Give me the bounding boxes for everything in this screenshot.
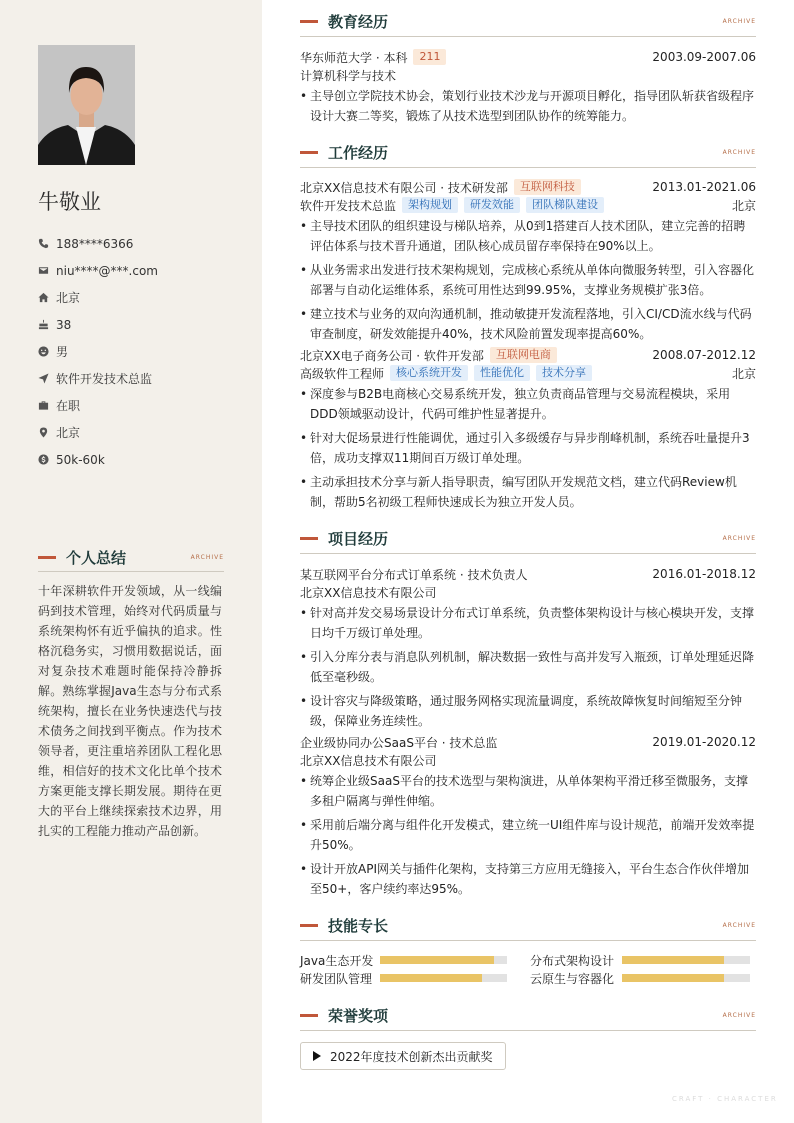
job-skill-tag: 性能优化: [474, 365, 530, 381]
info-status: 在职: [38, 392, 248, 419]
job-city: 北京: [731, 366, 756, 381]
skill-bar-fill: [622, 974, 724, 982]
job-date: 2008.07-2012.12: [652, 348, 756, 362]
cake-icon: [38, 319, 56, 330]
smile-icon: [38, 346, 56, 357]
profile-name: 牛敬业: [38, 190, 101, 214]
award-item[interactable]: [300, 1042, 506, 1070]
skill-bar-fill: [380, 956, 494, 964]
honors-title: 荣誉奖项: [328, 1007, 389, 1025]
job-bullet: • 主动承担技术分享与新人指导职责，编写团队开发规范文档，建立代码Review机制，帮助5名初级工程师快速成长为独立开发人员。: [300, 472, 756, 512]
job-skill-tag: 研发效能: [464, 197, 520, 213]
job-company: 北京XX电子商务公司 · 软件开发部: [300, 348, 484, 363]
info-email: niu****@***.com: [38, 257, 248, 284]
skills-header: [300, 911, 756, 941]
job-industry-tag: 互联网科技: [514, 179, 581, 195]
project-entry: [300, 565, 756, 735]
skill-item: [530, 969, 750, 987]
project-bullet: • 统筹企业级SaaS平台的技术选型与架构演进，从单体架构平滑迁移至微服务，支撑多租户隔离与弹性伸缩。: [300, 771, 756, 811]
send-icon: [38, 373, 56, 384]
accent-bar: [38, 556, 56, 559]
profile-info-list: [38, 230, 248, 473]
location-icon: [38, 427, 56, 438]
job-skill-tag: 核心系统开发: [390, 365, 468, 381]
project-org: 北京XX信息技术有限公司: [300, 585, 437, 600]
archive-label: ARCHIVE: [722, 922, 756, 929]
skill-bar: [622, 956, 750, 964]
skills-title: 技能专长: [328, 917, 389, 935]
accent-bar: [300, 1014, 318, 1017]
job-bullet: • 建立技术与业务的双向沟通机制，推动敏捷开发流程落地，引入CI/CD流水线与代码审查制度，研发效能提升40%，技术风险前置发现率提高60%。: [300, 304, 756, 344]
honors-header: [300, 1001, 756, 1031]
education-school: 华东师范大学 · 本科: [300, 50, 408, 65]
skill-item: [530, 951, 750, 969]
info-age: 38: [38, 311, 248, 338]
summary-text: 十年深耕软件开发领域，从一线编码到技术管理，始终对代码质量与系统架构怀有近乎偏执的追求。性格沉稳务实，习惯用数据说话，面对复杂技术难题时能保持冷静拆解。熟练掌握Java生态与分布式系统架构，擅长在业务快速迭代与技术债务之间找到平衡点。作为技术领导者，更注重培养团队工程化思维，相信好的技术文化比单个技术方案更能支撑长期发展。期待在更大的平台上继续探索技术边界，用扎实的工程能力推动产品创新。: [38, 584, 222, 838]
project-name: 某互联网平台分布式订单系统 · 技术负责人: [300, 567, 528, 582]
skill-name: 云原生与容器化: [530, 971, 615, 986]
skill-item: [300, 951, 507, 969]
profile-photo: [38, 45, 135, 165]
skill-bar: [380, 974, 507, 982]
project-org: 北京XX信息技术有限公司: [300, 753, 437, 768]
accent-bar: [300, 151, 318, 154]
project-bullet: • 设计开放API网关与插件化架构，支持第三方应用无缝接入，平台生态合作伙伴增加至50+，客户续约率达95%。: [300, 859, 756, 899]
watermark: CRAFT · CHARACTER: [672, 1095, 778, 1103]
archive-label: ARCHIVE: [722, 1012, 756, 1019]
info-target-city: 北京: [38, 419, 248, 446]
education-badge: 211: [413, 49, 446, 65]
play-icon: [313, 1051, 321, 1061]
education-major: 计算机科学与技术: [300, 68, 397, 83]
work-header: [300, 138, 756, 168]
job-role: 高级软件工程师: [300, 366, 385, 381]
job-company: 北京XX信息技术有限公司 · 技术研发部: [300, 180, 508, 195]
phone-icon: [38, 238, 56, 249]
skill-bar: [380, 956, 507, 964]
job-entry: [300, 346, 756, 516]
accent-bar: [300, 20, 318, 23]
education-title: 教育经历: [328, 13, 389, 31]
archive-label: ARCHIVE: [722, 18, 756, 25]
job-bullet: • 深度参与B2B电商核心交易系统开发，独立负责商品管理与交易流程模块，采用DDD领域驱动设计，代码可维护性显著提升。: [300, 384, 756, 424]
info-city: 北京: [38, 284, 248, 311]
mail-icon: [38, 265, 56, 276]
job-skill-tag: 技术分享: [536, 365, 592, 381]
project-date: 2016.01-2018.12: [652, 567, 756, 581]
summary-title: 个人总结: [66, 549, 127, 567]
home-icon: [38, 292, 56, 303]
job-date: 2013.01-2021.06: [652, 180, 756, 194]
project-entry: [300, 733, 756, 903]
info-salary: 50k-60k: [38, 446, 248, 473]
accent-bar: [300, 924, 318, 927]
skill-item: [300, 969, 507, 987]
info-position: 软件开发技术总监: [38, 365, 248, 392]
job-bullet: • 主导技术团队的组织建设与梯队培养，从0到1搭建百人技术团队，建立完善的招聘评估体系与技术晋升通道，团队核心成员留存率保持在90%以上。: [300, 216, 756, 256]
education-header: [300, 7, 756, 37]
award-label: 2022年度技术创新杰出贡献奖: [330, 1049, 493, 1064]
skill-name: Java生态开发: [300, 953, 374, 968]
education-entry: [300, 48, 756, 130]
job-city: 北京: [731, 198, 756, 213]
job-bullet: • 针对大促场景进行性能调优，通过引入多级缓存与异步削峰机制，系统吞吐量提升3倍，成功支撑双11期间百万级订单处理。: [300, 428, 756, 468]
job-role: 软件开发技术总监: [300, 198, 397, 213]
project-bullet: • 采用前后端分离与组件化开发模式，建立统一UI组件库与设计规范，前端开发效率提升50%。: [300, 815, 756, 855]
projects-title: 项目经历: [328, 530, 389, 548]
archive-label: ARCHIVE: [722, 149, 756, 156]
archive-label: ARCHIVE: [722, 535, 756, 542]
info-gender: 男: [38, 338, 248, 365]
accent-bar: [300, 537, 318, 540]
project-date: 2019.01-2020.12: [652, 735, 756, 749]
archive-label: ARCHIVE: [190, 554, 224, 561]
job-bullet: • 从业务需求出发进行技术架构规划，完成核心系统从单体向微服务转型，引入容器化部署与自动化运维体系，系统可用性达到99.95%，支撑业务规模扩张3倍。: [300, 260, 756, 300]
job-entry: [300, 178, 756, 348]
education-date: 2003.09-2007.06: [652, 50, 756, 64]
money-icon: [38, 454, 56, 465]
project-bullet: • 引入分库分表与消息队列机制，解决数据一致性与高并发写入瓶颈，订单处理延迟降低至毫秒级。: [300, 647, 756, 687]
job-skill-tag: 架构规划: [402, 197, 458, 213]
summary-header: [38, 544, 224, 572]
job-skill-tag: 团队梯队建设: [526, 197, 604, 213]
projects-header: [300, 524, 756, 554]
project-bullet: • 设计容灾与降级策略，通过服务网格实现流量调度，系统故障恢复时间缩短至分钟级，保障业务连续性。: [300, 691, 756, 731]
project-name: 企业级协同办公SaaS平台 · 技术总监: [300, 735, 498, 750]
project-bullet: • 针对高并发交易场景设计分布式订单系统，负责整体架构设计与核心模块开发，支撑日均千万级订单处理。: [300, 603, 756, 643]
job-industry-tag: 互联网电商: [490, 347, 557, 363]
info-phone: 188****6366: [38, 230, 248, 257]
briefcase-icon: [38, 400, 56, 411]
skill-bar-fill: [380, 974, 482, 982]
skill-bar-fill: [622, 956, 724, 964]
work-title: 工作经历: [328, 144, 389, 162]
skill-bar: [622, 974, 750, 982]
skill-name: 研发团队管理: [300, 971, 373, 986]
skill-name: 分布式架构设计: [530, 953, 615, 968]
education-bullet: • 主导创立学院技术协会，策划行业技术沙龙与开源项目孵化，指导团队斩获省级程序设计大赛二等奖，锻炼了从技术选型到团队协作的统筹能力。: [300, 86, 756, 126]
